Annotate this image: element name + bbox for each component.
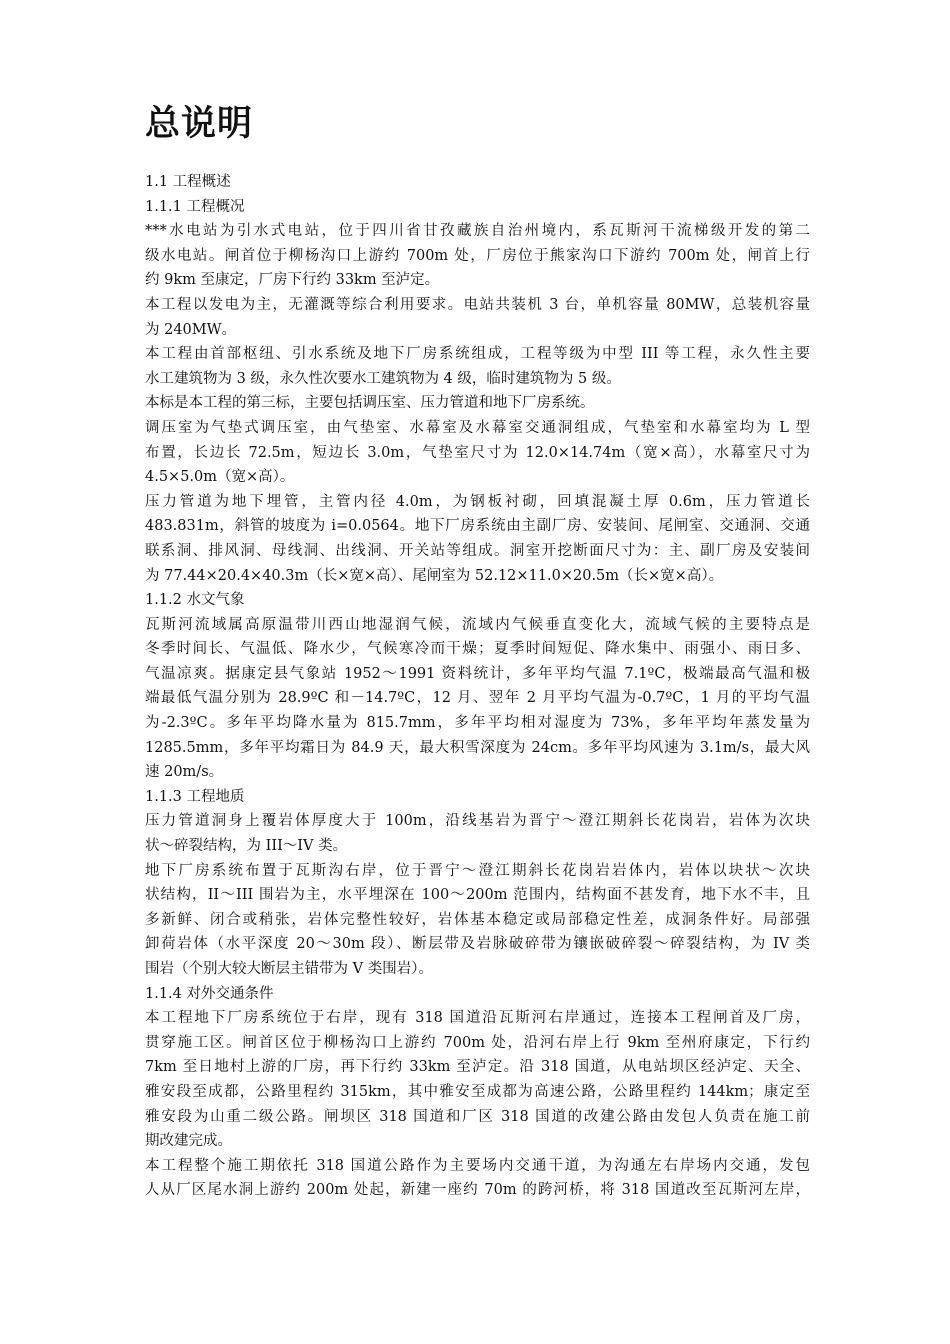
text-line: 1.1.2 水文气象 bbox=[145, 592, 245, 609]
text-line: 4.5×5.0m（宽×高）。 bbox=[145, 469, 295, 486]
text-line: 人从厂区尾水洞上游约 200m 处起，新建一座约 70m 的跨河桥，将 318 国道改至瓦斯河左岸， bbox=[145, 1182, 810, 1199]
text-line: 本工程地下厂房系统位于右岸，现有 318 国道沿瓦斯河右岸通过，连接本工程闸首及厂房， bbox=[145, 1010, 810, 1027]
text-line: 布置，长边长 72.5m，短边长 3.0m，气垫室尺寸为 12.0×14.74m（宽×高），水幕室尺寸为 bbox=[145, 444, 810, 461]
text-line: 瓦斯河流域属高原温带川西山地湿润气候，流域内气候垂直变化大，流域气候的主要特点是 bbox=[145, 616, 810, 633]
text-line: 冬季时间长、气温低、降水少，气候寒冷而干燥；夏季时间短促、降水集中、雨强小、雨日多、 bbox=[145, 641, 810, 658]
text-line: 级水电站。闸首位于柳杨沟口上游约 700m 处，厂房位于熊家沟口下游约 700m 处，闸首上行 bbox=[145, 247, 810, 264]
text-line: 本工程整个施工期依托 318 国道公路作为主要场内交通干道，为沟通左右岸场内交通，发包 bbox=[145, 1157, 810, 1174]
document-page bbox=[145, 98, 810, 1203]
text-line: 为-2.3ºC。多年平均降水量为 815.7mm，多年平均相对湿度为 73%，多年平均年蒸发量为 bbox=[145, 715, 810, 732]
text-line: 本标是本工程的第三标，主要包括调压室、压力管道和地下厂房系统。 bbox=[145, 395, 595, 412]
text-line: 状结构，II～III 围岩为主，水平埋深在 100～200m 范围内，结构面不甚发育，地下水不丰，且 bbox=[145, 887, 810, 904]
text-line: 约 9km 至康定，厂房下行约 33km 至泸定。 bbox=[145, 272, 440, 289]
text-line: 1.1.3 工程地质 bbox=[145, 788, 245, 805]
text-line: 483.831m，斜管的坡度为 i=0.0564。地下厂房系统由主副厂房、安装间、尾闸室、交通洞、交通 bbox=[145, 518, 810, 535]
text-line: 贯穿施工区。闸首区位于柳杨沟口上游约 700m 处，沿河右岸上行 9km 至州府康定，下行约 bbox=[145, 1034, 810, 1051]
text-line: 联系洞、排风洞、母线洞、出线洞、开关站等组成。洞室开挖断面尺寸为：主、副厂房及安装间 bbox=[145, 542, 810, 559]
text-line: 1285.5mm，多年平均霜日为 84.9 天，最大积雪深度为 24cm。多年平均风速为 3.1m/s，最大风 bbox=[145, 739, 810, 756]
text-line: 雅安段为山重二级公路。闸坝区 318 国道和厂区 318 国道的改建公路由发包人负责在施工前 bbox=[145, 1108, 810, 1125]
text-line: 为 240MW。 bbox=[145, 321, 237, 338]
text-line: 7km 至日地村上游的厂房，再下行约 33km 至泸定。沿 318 国道，从电站坝区经泸定、天全、 bbox=[145, 1059, 810, 1076]
text-line: 为 77.44×20.4×40.3m（长×宽×高）、尾闸室为 52.12×11.0×20.5m（长×宽×高）。 bbox=[145, 567, 724, 584]
text-line: 1.1.1 工程概况 bbox=[145, 198, 245, 215]
text-line: 端最低气温分别为 28.9ºC 和－14.7ºC，12 月、翌年 2 月平均气温为-0.7ºC，1 月的平均气温 bbox=[145, 690, 810, 707]
text-line: 卸荷岩体（水平深度 20～30m 段）、断层带及岩脉破碎带为镶嵌破碎裂～碎裂结构，为 IV 类 bbox=[145, 936, 810, 953]
document-body bbox=[145, 170, 810, 1203]
text-line: 地下厂房系统布置于瓦斯沟右岸，位于晋宁～澄江期斜长花岗岩岩体内，岩体以块状～次块 bbox=[145, 862, 810, 879]
text-line: 围岩（个别大较大断层主错带为 V 类围岩）。 bbox=[145, 961, 433, 977]
document-title: 总说明 bbox=[145, 104, 254, 144]
text-line: 多新鲜、闭合或稍张，岩体完整性较好，岩体基本稳定或局部稳定性差，成洞条件好。局部强 bbox=[145, 911, 810, 928]
text-line: 本工程以发电为主，无灌溉等综合利用要求。电站共装机 3 台，单机容量 80MW，总装机容量 bbox=[145, 296, 810, 313]
text-line: 1.1 工程概述 bbox=[145, 174, 231, 190]
text-line: 期改建完成。 bbox=[145, 1133, 232, 1150]
text-line: 雅安段至成都，公路里程约 315km，其中雅安至成都为高速公路，公路里程约 144km；康定至 bbox=[145, 1083, 810, 1100]
text-line: 本工程由首部枢纽、引水系统及地下厂房系统组成，工程等级为中型 III 等工程，永久性主要 bbox=[145, 346, 810, 363]
text-line: 压力管道洞身上覆岩体厚度大于 100m，沿线基岩为晋宁～澄江期斜长花岗岩，岩体为次块 bbox=[145, 813, 810, 830]
text-line: ***水电站为引水式电站，位于四川省甘孜藏族自治州境内，系瓦斯河干流梯级开发的第二 bbox=[145, 223, 810, 240]
text-line: 状～碎裂结构，为 III～IV 类。 bbox=[145, 838, 348, 855]
text-line: 气温凉爽。据康定县气象站 1952～1991 资料统计，多年平均气温 7.1ºC，极端最高气温和极 bbox=[145, 665, 810, 682]
text-line: 调压室为气垫式调压室，由气垫室、水幕室及水幕室交通洞组成，气垫室和水幕室均为 L 型 bbox=[145, 419, 810, 436]
text-line: 1.1.4 对外交通条件 bbox=[145, 985, 274, 1002]
text-line: 水工建筑物为 3 级，永久性次要水工建筑物为 4 级，临时建筑物为 5 级。 bbox=[145, 370, 621, 387]
text-line: 压力管道为地下埋管，主管内径 4.0m，为钢板衬砌，回填混凝土厚 0.6m，压力管道长 bbox=[145, 493, 810, 510]
text-line: 速 20m/s。 bbox=[145, 764, 224, 781]
